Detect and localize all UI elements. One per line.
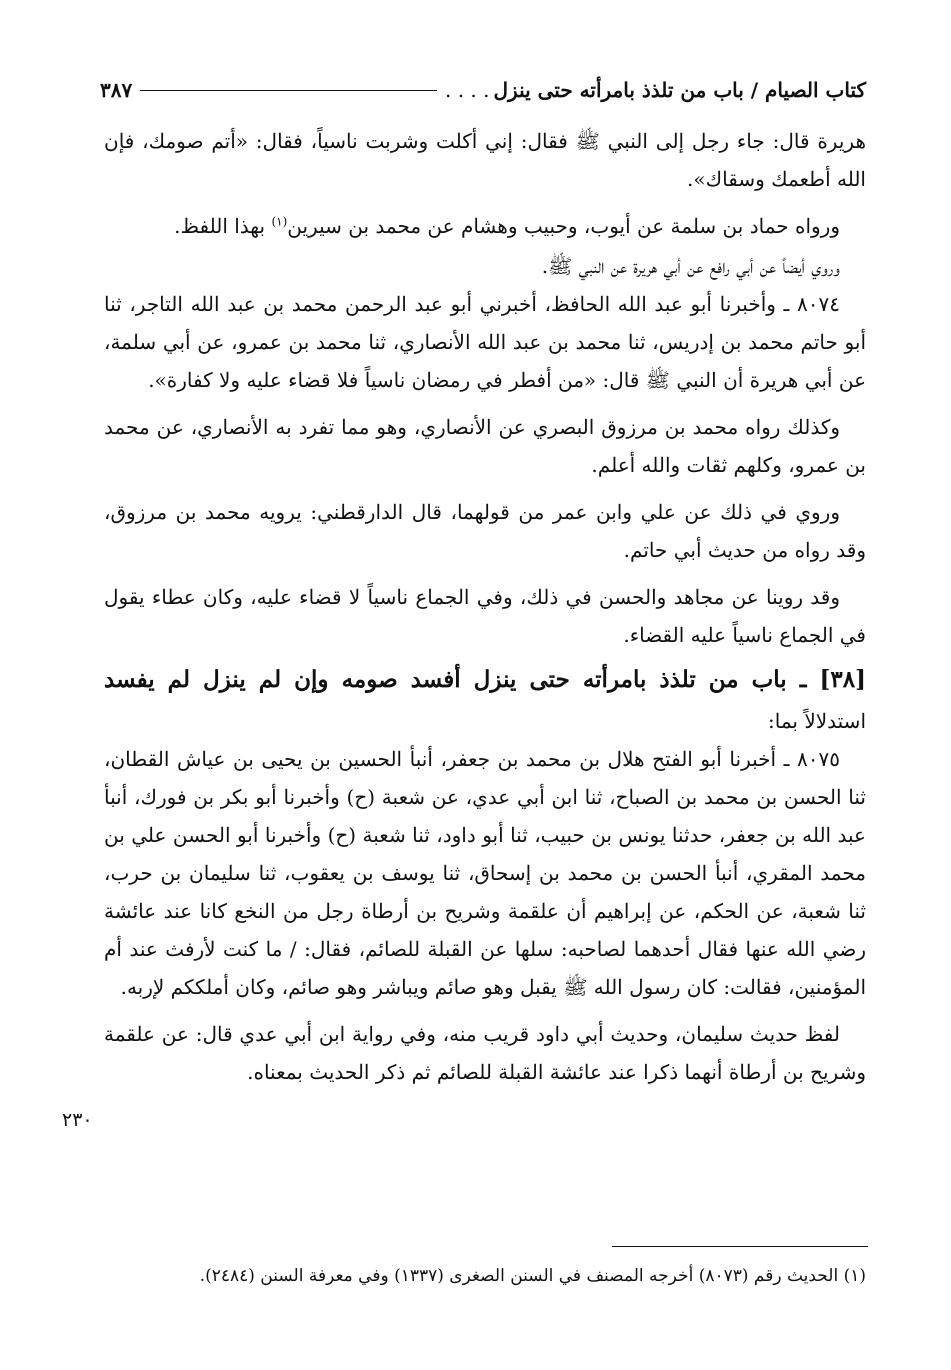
page-body bbox=[104, 122, 866, 1100]
hadith-text: ٨٠٧٥ ـ أخبرنا أبو الفتح هلال بن محمد بن جعفر، أنبأ الحسين بن يحيى بن عياش القطان، ثنا الحسن بن محمد بن الصباح، ثنا ابن أبي عدي، عن شعبة (ح) وأخبرنا أبو بكر بن فورك، أنبأ عبد الله بن جعفر، حدثنا يونس بن حبيب، ثنا أبو داود، ثنا شعبة (ح) وأخبرنا أبو الحسن علي بن محمد المقري، أنبأ الحسن بن محمد بن إسحاق، ثنا يوسف بن يعقوب، ثنا سليمان بن حرب، ثنا شعبة، عن الحكم، عن إبراهيم أن علقمة وشريح بن أرطاة رجل من النخع كانا عند عائشة رضي الله عنها فقال أحدهما لصاحبه: سلها عن القبلة للصائم، فقال: bbox=[104, 747, 867, 961]
hadith-8075 bbox=[104, 740, 866, 1006]
paragraph: وروي في ذلك عن علي وابن عمر من قولهما، قال الدارقطني: يرويه محمد بن مرزوق، وقد رواه من حديث أبي حاتم. bbox=[104, 500, 866, 562]
paragraph: وكذلك رواه محمد بن مرزوق البصري عن الأنصاري، وهو مما تفرد به الأنصاري، عن محمد بن عمرو، وكلهم ثقات والله أعلم. bbox=[104, 415, 866, 477]
margin-page-number: ٢٣٠ bbox=[62, 1109, 93, 1131]
paragraph-text: ورواه حماد بن سلمة عن أيوب، وحبيب وهشام عن محمد بن سيرين bbox=[287, 214, 840, 238]
running-header bbox=[100, 72, 866, 108]
paragraph-text: بهذا اللفظ. bbox=[174, 214, 272, 238]
hadith-8074: ٨٠٧٤ ـ وأخبرنا أبو عبد الله الحافظ، أخبرني أبو عبد الرحمن محمد بن عبد الله التاجر، ثنا أبو حاتم محمد بن إدريس، ثنا محمد بن عبد الله الأنصاري، ثنا محمد بن عمرو، عن أبي سلمة، عن أبي هريرة أن النبي ﷺ قال: «من أفطر في رمضان ناسياً فلا قضاء عليه ولا كفارة». bbox=[104, 292, 866, 392]
paragraph: لفظ حديث سليمان، وحديث أبي داود قريب منه، وفي رواية ابن أبي عدي قال: عن علقمة وشريح بن أرطاة أنهما ذكرا عند عائشة القبلة للصائم ثم ذكر الحديث بمعناه. bbox=[104, 1022, 866, 1084]
footnote-divider bbox=[612, 1246, 868, 1247]
footnote: (١) الحديث رقم (٨٠٧٣) أخرجه المصنف في السنن الصغرى (١٣٣٧) وفي معرفة السنن (٢٤٨٤). bbox=[199, 1266, 866, 1286]
paragraph: وروي أيضاً عن أبي رافع عن أبي هريرة عن النبي ﷺ. bbox=[541, 254, 840, 278]
paragraph bbox=[104, 207, 866, 245]
footnote-marker: (١) bbox=[271, 214, 288, 229]
chapter-heading: [٣٨] ـ باب من تلذذ بامرأته حتى ينزل أفسد صومه وإن لم ينزل لم يفسد bbox=[104, 666, 866, 693]
paragraph: هريرة قال: جاء رجل إلى النبي ﷺ فقال: إني أكلت وشربت ناسياً، فقال: «أتم صومك، فإن الله أطعمك وسقاك». bbox=[104, 129, 866, 191]
header-title: كتاب الصيام / باب من تلذذ بامرأته حتى ينزل bbox=[493, 78, 866, 102]
page-number: ٣٨٧ bbox=[100, 78, 133, 102]
page-break-mark: / bbox=[289, 937, 297, 961]
header-rule bbox=[140, 90, 437, 91]
header-dots: . . . . bbox=[444, 78, 490, 102]
chapter-heading-continuation: استدلالاً بما: bbox=[768, 709, 866, 733]
hadith-text: ما كنت لأرفث عند أم المؤمنين، فقالت: كان رسول الله ﷺ يقبل وهو صائم ويباشر وهو صائم، وكان أملككم لإربه. bbox=[104, 937, 866, 999]
paragraph: وقد روينا عن مجاهد والحسن في ذلك، وفي الجماع ناسياً لا قضاء عليه، وكان عطاء يقول في الجماع ناسياً عليه القضاء. bbox=[104, 585, 866, 647]
